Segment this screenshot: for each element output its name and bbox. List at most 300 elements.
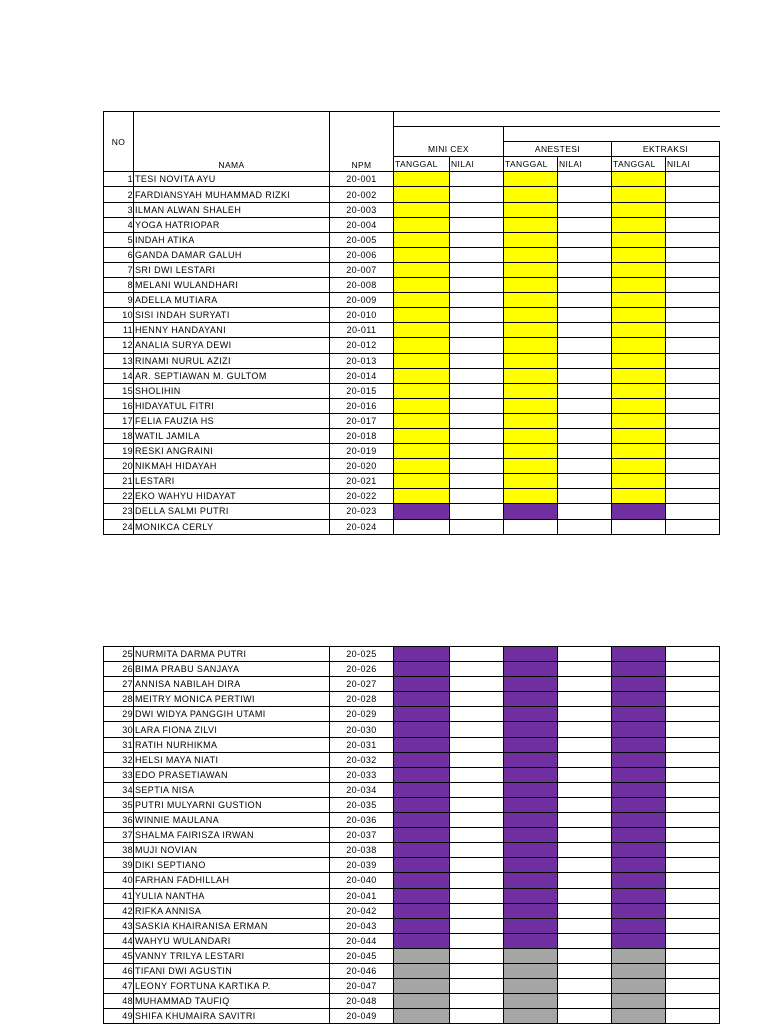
student-npm[interactable]: 20-018 [330,428,394,443]
ektraksi-nilai-cell[interactable] [666,933,720,948]
mini-cex-tanggal-cell[interactable] [394,172,450,187]
anestesi-nilai-cell[interactable] [558,873,612,888]
anestesi-tanggal-cell[interactable] [504,308,558,323]
ektraksi-tanggal-cell[interactable] [612,308,666,323]
student-name[interactable]: SHALMA FAIRISZA IRWAN [134,828,330,843]
ektraksi-nilai-cell[interactable] [666,994,720,1009]
mini-cex-nilai-cell[interactable] [450,459,504,474]
mini-cex-tanggal-cell[interactable] [394,737,450,752]
mini-cex-tanggal-cell[interactable] [394,202,450,217]
mini-cex-nilai-cell[interactable] [450,767,504,782]
student-name[interactable]: AR. SEPTIAWAN M. GULTOM [134,368,330,383]
student-name[interactable]: FELIA FAUZIA HS [134,413,330,428]
student-npm[interactable]: 20-049 [330,1009,394,1024]
student-npm[interactable]: 20-007 [330,262,394,277]
student-npm[interactable]: 20-012 [330,338,394,353]
mini-cex-tanggal-cell[interactable] [394,398,450,413]
anestesi-tanggal-cell[interactable] [504,647,558,662]
ektraksi-tanggal-cell[interactable] [612,888,666,903]
mini-cex-tanggal-cell[interactable] [394,368,450,383]
mini-cex-nilai-cell[interactable] [450,353,504,368]
mini-cex-nilai-cell[interactable] [450,692,504,707]
mini-cex-tanggal-cell[interactable] [394,752,450,767]
ektraksi-nilai-cell[interactable] [666,519,720,534]
student-name[interactable]: ADELLA MUTIARA [134,293,330,308]
ektraksi-tanggal-cell[interactable] [612,948,666,963]
mini-cex-tanggal-cell[interactable] [394,262,450,277]
mini-cex-nilai-cell[interactable] [450,752,504,767]
student-npm[interactable]: 20-048 [330,994,394,1009]
student-npm[interactable]: 20-035 [330,797,394,812]
ektraksi-tanggal-cell[interactable] [612,459,666,474]
ektraksi-nilai-cell[interactable] [666,172,720,187]
ektraksi-tanggal-cell[interactable] [612,722,666,737]
anestesi-tanggal-cell[interactable] [504,232,558,247]
student-name[interactable]: FARDIANSYAH MUHAMMAD RIZKI [134,187,330,202]
mini-cex-tanggal-cell[interactable] [394,797,450,812]
ektraksi-tanggal-cell[interactable] [612,828,666,843]
mini-cex-tanggal-cell[interactable] [394,353,450,368]
ektraksi-tanggal-cell[interactable] [612,262,666,277]
anestesi-nilai-cell[interactable] [558,504,612,519]
student-npm[interactable]: 20-028 [330,692,394,707]
ektraksi-tanggal-cell[interactable] [612,187,666,202]
ektraksi-nilai-cell[interactable] [666,782,720,797]
ektraksi-nilai-cell[interactable] [666,752,720,767]
mini-cex-tanggal-cell[interactable] [394,903,450,918]
anestesi-tanggal-cell[interactable] [504,353,558,368]
ektraksi-tanggal-cell[interactable] [612,278,666,293]
mini-cex-tanggal-cell[interactable] [394,459,450,474]
mini-cex-nilai-cell[interactable] [450,918,504,933]
anestesi-nilai-cell[interactable] [558,963,612,978]
mini-cex-nilai-cell[interactable] [450,722,504,737]
student-name[interactable]: HENNY HANDAYANI [134,323,330,338]
ektraksi-nilai-cell[interactable] [666,232,720,247]
ektraksi-nilai-cell[interactable] [666,262,720,277]
student-npm[interactable]: 20-017 [330,413,394,428]
mini-cex-tanggal-cell[interactable] [394,767,450,782]
mini-cex-tanggal-cell[interactable] [394,707,450,722]
ektraksi-nilai-cell[interactable] [666,722,720,737]
mini-cex-tanggal-cell[interactable] [394,828,450,843]
anestesi-tanggal-cell[interactable] [504,217,558,232]
ektraksi-tanggal-cell[interactable] [612,752,666,767]
student-npm[interactable]: 20-023 [330,504,394,519]
anestesi-tanggal-cell[interactable] [504,398,558,413]
mini-cex-nilai-cell[interactable] [450,858,504,873]
ektraksi-tanggal-cell[interactable] [612,918,666,933]
student-name[interactable]: SRI DWI LESTARI [134,262,330,277]
mini-cex-nilai-cell[interactable] [450,813,504,828]
anestesi-nilai-cell[interactable] [558,187,612,202]
student-name[interactable]: GANDA DAMAR GALUH [134,247,330,262]
student-name[interactable]: SASKIA KHAIRANISA ERMAN [134,918,330,933]
student-name[interactable]: MONIKCA CERLY [134,519,330,534]
ektraksi-tanggal-cell[interactable] [612,994,666,1009]
student-npm[interactable]: 20-043 [330,918,394,933]
anestesi-tanggal-cell[interactable] [504,979,558,994]
ektraksi-tanggal-cell[interactable] [612,489,666,504]
anestesi-nilai-cell[interactable] [558,782,612,797]
ektraksi-nilai-cell[interactable] [666,338,720,353]
ektraksi-nilai-cell[interactable] [666,353,720,368]
ektraksi-tanggal-cell[interactable] [612,202,666,217]
student-name[interactable]: LESTARI [134,474,330,489]
student-name[interactable]: RINAMI NURUL AZIZI [134,353,330,368]
anestesi-nilai-cell[interactable] [558,948,612,963]
anestesi-nilai-cell[interactable] [558,323,612,338]
ektraksi-nilai-cell[interactable] [666,187,720,202]
anestesi-nilai-cell[interactable] [558,933,612,948]
student-name[interactable]: PUTRI MULYARNI GUSTION [134,797,330,812]
ektraksi-nilai-cell[interactable] [666,948,720,963]
student-npm[interactable]: 20-031 [330,737,394,752]
anestesi-nilai-cell[interactable] [558,262,612,277]
student-npm[interactable]: 20-046 [330,963,394,978]
student-npm[interactable]: 20-001 [330,172,394,187]
student-name[interactable]: FARHAN FADHILLAH [134,873,330,888]
student-npm[interactable]: 20-044 [330,933,394,948]
student-name[interactable]: MELANI WULANDHARI [134,278,330,293]
student-name[interactable]: HIDAYATUL FITRI [134,398,330,413]
mini-cex-tanggal-cell[interactable] [394,323,450,338]
anestesi-tanggal-cell[interactable] [504,752,558,767]
anestesi-tanggal-cell[interactable] [504,428,558,443]
anestesi-tanggal-cell[interactable] [504,383,558,398]
student-name[interactable]: BIMA PRABU SANJAYA [134,662,330,677]
ektraksi-nilai-cell[interactable] [666,677,720,692]
mini-cex-nilai-cell[interactable] [450,662,504,677]
ektraksi-tanggal-cell[interactable] [612,873,666,888]
student-npm[interactable]: 20-019 [330,444,394,459]
ektraksi-tanggal-cell[interactable] [612,353,666,368]
mini-cex-tanggal-cell[interactable] [394,278,450,293]
mini-cex-nilai-cell[interactable] [450,677,504,692]
student-name[interactable]: WINNIE MAULANA [134,813,330,828]
anestesi-tanggal-cell[interactable] [504,843,558,858]
student-npm[interactable]: 20-020 [330,459,394,474]
mini-cex-tanggal-cell[interactable] [394,474,450,489]
anestesi-tanggal-cell[interactable] [504,293,558,308]
anestesi-nilai-cell[interactable] [558,647,612,662]
ektraksi-tanggal-cell[interactable] [612,963,666,978]
mini-cex-nilai-cell[interactable] [450,383,504,398]
anestesi-nilai-cell[interactable] [558,797,612,812]
anestesi-nilai-cell[interactable] [558,338,612,353]
ektraksi-nilai-cell[interactable] [666,888,720,903]
anestesi-tanggal-cell[interactable] [504,662,558,677]
ektraksi-nilai-cell[interactable] [666,247,720,262]
mini-cex-tanggal-cell[interactable] [394,489,450,504]
ektraksi-tanggal-cell[interactable] [612,428,666,443]
mini-cex-nilai-cell[interactable] [450,232,504,247]
anestesi-nilai-cell[interactable] [558,308,612,323]
mini-cex-nilai-cell[interactable] [450,737,504,752]
mini-cex-nilai-cell[interactable] [450,187,504,202]
anestesi-tanggal-cell[interactable] [504,413,558,428]
student-npm[interactable]: 20-026 [330,662,394,677]
anestesi-nilai-cell[interactable] [558,677,612,692]
ektraksi-tanggal-cell[interactable] [612,843,666,858]
mini-cex-tanggal-cell[interactable] [394,247,450,262]
ektraksi-nilai-cell[interactable] [666,1009,720,1024]
anestesi-nilai-cell[interactable] [558,398,612,413]
student-name[interactable]: DWI WIDYA PANGGIH UTAMI [134,707,330,722]
student-npm[interactable]: 20-030 [330,722,394,737]
mini-cex-nilai-cell[interactable] [450,797,504,812]
student-name[interactable]: VANNY TRILYA LESTARI [134,948,330,963]
anestesi-nilai-cell[interactable] [558,994,612,1009]
student-npm[interactable]: 20-034 [330,782,394,797]
student-npm[interactable]: 20-016 [330,398,394,413]
ektraksi-nilai-cell[interactable] [666,217,720,232]
anestesi-tanggal-cell[interactable] [504,722,558,737]
ektraksi-tanggal-cell[interactable] [612,858,666,873]
student-npm[interactable]: 20-025 [330,647,394,662]
anestesi-nilai-cell[interactable] [558,383,612,398]
student-npm[interactable]: 20-013 [330,353,394,368]
anestesi-tanggal-cell[interactable] [504,737,558,752]
mini-cex-tanggal-cell[interactable] [394,444,450,459]
mini-cex-tanggal-cell[interactable] [394,918,450,933]
ektraksi-tanggal-cell[interactable] [612,692,666,707]
anestesi-nilai-cell[interactable] [558,888,612,903]
anestesi-tanggal-cell[interactable] [504,948,558,963]
ektraksi-tanggal-cell[interactable] [612,782,666,797]
student-name[interactable]: WAHYU WULANDARI [134,933,330,948]
mini-cex-tanggal-cell[interactable] [394,519,450,534]
anestesi-tanggal-cell[interactable] [504,474,558,489]
anestesi-tanggal-cell[interactable] [504,918,558,933]
anestesi-nilai-cell[interactable] [558,413,612,428]
student-name[interactable]: HELSI MAYA NIATI [134,752,330,767]
mini-cex-tanggal-cell[interactable] [394,888,450,903]
student-npm[interactable]: 20-038 [330,843,394,858]
anestesi-tanggal-cell[interactable] [504,187,558,202]
anestesi-nilai-cell[interactable] [558,979,612,994]
ektraksi-nilai-cell[interactable] [666,707,720,722]
mini-cex-nilai-cell[interactable] [450,172,504,187]
anestesi-nilai-cell[interactable] [558,828,612,843]
ektraksi-tanggal-cell[interactable] [612,474,666,489]
mini-cex-nilai-cell[interactable] [450,338,504,353]
ektraksi-nilai-cell[interactable] [666,278,720,293]
ektraksi-nilai-cell[interactable] [666,662,720,677]
mini-cex-nilai-cell[interactable] [450,519,504,534]
ektraksi-tanggal-cell[interactable] [612,1009,666,1024]
student-npm[interactable]: 20-039 [330,858,394,873]
ektraksi-nilai-cell[interactable] [666,813,720,828]
anestesi-nilai-cell[interactable] [558,232,612,247]
student-name[interactable]: WATIL JAMILA [134,428,330,443]
anestesi-nilai-cell[interactable] [558,858,612,873]
student-name[interactable]: SISI INDAH SURYATI [134,308,330,323]
mini-cex-nilai-cell[interactable] [450,903,504,918]
student-name[interactable]: LEONY FORTUNA KARTIKA P. [134,979,330,994]
anestesi-tanggal-cell[interactable] [504,202,558,217]
student-npm[interactable]: 20-047 [330,979,394,994]
student-npm[interactable]: 20-009 [330,293,394,308]
anestesi-nilai-cell[interactable] [558,722,612,737]
anestesi-nilai-cell[interactable] [558,293,612,308]
anestesi-nilai-cell[interactable] [558,247,612,262]
ektraksi-tanggal-cell[interactable] [612,903,666,918]
mini-cex-nilai-cell[interactable] [450,474,504,489]
anestesi-nilai-cell[interactable] [558,474,612,489]
ektraksi-nilai-cell[interactable] [666,767,720,782]
ektraksi-nilai-cell[interactable] [666,828,720,843]
ektraksi-tanggal-cell[interactable] [612,979,666,994]
student-name[interactable]: LARA FIONA ZILVI [134,722,330,737]
mini-cex-nilai-cell[interactable] [450,247,504,262]
ektraksi-nilai-cell[interactable] [666,459,720,474]
mini-cex-nilai-cell[interactable] [450,308,504,323]
ektraksi-nilai-cell[interactable] [666,398,720,413]
anestesi-tanggal-cell[interactable] [504,858,558,873]
ektraksi-tanggal-cell[interactable] [612,677,666,692]
student-name[interactable]: NURMITA DARMA PUTRI [134,647,330,662]
ektraksi-tanggal-cell[interactable] [612,662,666,677]
mini-cex-tanggal-cell[interactable] [394,413,450,428]
anestesi-nilai-cell[interactable] [558,707,612,722]
anestesi-nilai-cell[interactable] [558,813,612,828]
anestesi-nilai-cell[interactable] [558,752,612,767]
mini-cex-nilai-cell[interactable] [450,933,504,948]
ektraksi-nilai-cell[interactable] [666,323,720,338]
ektraksi-nilai-cell[interactable] [666,903,720,918]
anestesi-nilai-cell[interactable] [558,843,612,858]
ektraksi-tanggal-cell[interactable] [612,383,666,398]
anestesi-tanggal-cell[interactable] [504,247,558,262]
student-npm[interactable]: 20-005 [330,232,394,247]
anestesi-tanggal-cell[interactable] [504,782,558,797]
mini-cex-nilai-cell[interactable] [450,278,504,293]
student-name[interactable]: DELLA SALMI PUTRI [134,504,330,519]
anestesi-tanggal-cell[interactable] [504,994,558,1009]
mini-cex-nilai-cell[interactable] [450,293,504,308]
mini-cex-nilai-cell[interactable] [450,217,504,232]
ektraksi-tanggal-cell[interactable] [612,444,666,459]
mini-cex-nilai-cell[interactable] [450,707,504,722]
student-npm[interactable]: 20-042 [330,903,394,918]
ektraksi-nilai-cell[interactable] [666,368,720,383]
mini-cex-tanggal-cell[interactable] [394,813,450,828]
anestesi-nilai-cell[interactable] [558,1009,612,1024]
ektraksi-nilai-cell[interactable] [666,474,720,489]
ektraksi-nilai-cell[interactable] [666,737,720,752]
mini-cex-tanggal-cell[interactable] [394,293,450,308]
student-npm[interactable]: 20-045 [330,948,394,963]
mini-cex-nilai-cell[interactable] [450,843,504,858]
student-name[interactable]: TIFANI DWI AGUSTIN [134,963,330,978]
mini-cex-nilai-cell[interactable] [450,828,504,843]
anestesi-tanggal-cell[interactable] [504,797,558,812]
ektraksi-nilai-cell[interactable] [666,383,720,398]
anestesi-tanggal-cell[interactable] [504,172,558,187]
mini-cex-nilai-cell[interactable] [450,368,504,383]
anestesi-tanggal-cell[interactable] [504,888,558,903]
ektraksi-nilai-cell[interactable] [666,858,720,873]
ektraksi-tanggal-cell[interactable] [612,797,666,812]
ektraksi-nilai-cell[interactable] [666,504,720,519]
anestesi-nilai-cell[interactable] [558,692,612,707]
ektraksi-tanggal-cell[interactable] [612,413,666,428]
mini-cex-tanggal-cell[interactable] [394,338,450,353]
student-name[interactable]: ANALIA SURYA DEWI [134,338,330,353]
ektraksi-tanggal-cell[interactable] [612,933,666,948]
student-npm[interactable]: 20-015 [330,383,394,398]
student-name[interactable]: MUJI NOVIAN [134,843,330,858]
anestesi-nilai-cell[interactable] [558,903,612,918]
student-name[interactable]: SHIFA KHUMAIRA SAVITRI [134,1009,330,1024]
mini-cex-tanggal-cell[interactable] [394,933,450,948]
anestesi-tanggal-cell[interactable] [504,504,558,519]
student-name[interactable]: SEPTIA NISA [134,782,330,797]
anestesi-tanggal-cell[interactable] [504,813,558,828]
student-name[interactable]: TESI NOVITA AYU [134,172,330,187]
ektraksi-tanggal-cell[interactable] [612,504,666,519]
mini-cex-nilai-cell[interactable] [450,489,504,504]
anestesi-tanggal-cell[interactable] [504,933,558,948]
mini-cex-tanggal-cell[interactable] [394,647,450,662]
mini-cex-tanggal-cell[interactable] [394,1009,450,1024]
student-npm[interactable]: 20-008 [330,278,394,293]
mini-cex-tanggal-cell[interactable] [394,308,450,323]
mini-cex-tanggal-cell[interactable] [394,873,450,888]
anestesi-tanggal-cell[interactable] [504,444,558,459]
anestesi-nilai-cell[interactable] [558,202,612,217]
anestesi-nilai-cell[interactable] [558,444,612,459]
mini-cex-nilai-cell[interactable] [450,202,504,217]
anestesi-tanggal-cell[interactable] [504,519,558,534]
anestesi-tanggal-cell[interactable] [504,677,558,692]
anestesi-nilai-cell[interactable] [558,428,612,443]
student-name[interactable]: DIKI SEPTIANO [134,858,330,873]
student-name[interactable]: NIKMAH HIDAYAH [134,459,330,474]
ektraksi-nilai-cell[interactable] [666,413,720,428]
mini-cex-tanggal-cell[interactable] [394,187,450,202]
ektraksi-tanggal-cell[interactable] [612,293,666,308]
ektraksi-tanggal-cell[interactable] [612,247,666,262]
ektraksi-nilai-cell[interactable] [666,692,720,707]
anestesi-tanggal-cell[interactable] [504,262,558,277]
anestesi-tanggal-cell[interactable] [504,323,558,338]
mini-cex-tanggal-cell[interactable] [394,979,450,994]
mini-cex-nilai-cell[interactable] [450,262,504,277]
mini-cex-tanggal-cell[interactable] [394,662,450,677]
anestesi-tanggal-cell[interactable] [504,338,558,353]
mini-cex-tanggal-cell[interactable] [394,722,450,737]
anestesi-tanggal-cell[interactable] [504,767,558,782]
student-name[interactable]: EKO WAHYU HIDAYAT [134,489,330,504]
anestesi-tanggal-cell[interactable] [504,873,558,888]
student-npm[interactable]: 20-014 [330,368,394,383]
student-name[interactable]: MEITRY MONICA PERTIWI [134,692,330,707]
ektraksi-tanggal-cell[interactable] [612,707,666,722]
anestesi-tanggal-cell[interactable] [504,963,558,978]
mini-cex-nilai-cell[interactable] [450,444,504,459]
student-npm[interactable]: 20-003 [330,202,394,217]
mini-cex-nilai-cell[interactable] [450,963,504,978]
anestesi-nilai-cell[interactable] [558,278,612,293]
student-name[interactable]: RATIH NURHIKMA [134,737,330,752]
mini-cex-tanggal-cell[interactable] [394,994,450,1009]
ektraksi-tanggal-cell[interactable] [612,813,666,828]
anestesi-nilai-cell[interactable] [558,217,612,232]
student-npm[interactable]: 20-011 [330,323,394,338]
ektraksi-tanggal-cell[interactable] [612,172,666,187]
